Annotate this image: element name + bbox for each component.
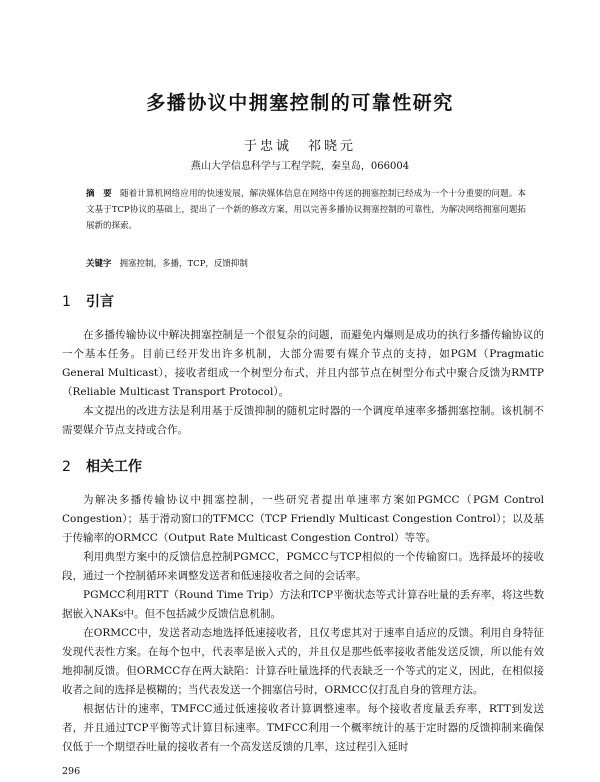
paragraph: 为解决多播传输协议中拥塞控制，一些研究者提出单速率方案如PGMCC（PGM Control Congestion）；基于滑动窗口的TFMCC（TCP Friendly Multicast Congestion Control）；以及基于传输率的ORMCC（Output Rate Multicast Congestion Control）等等。: [62, 494, 544, 544]
section-heading: [62, 291, 114, 311]
keywords: [86, 257, 526, 269]
section-title: 相关工作: [86, 459, 142, 475]
paper-affiliation: 燕山大学信息科学与工程学院，秦皇岛，066004: [190, 161, 410, 172]
paragraph: 利用典型方案中的反馈信息控制PGMCC，PGMCC与TCP相似的一个传输窗口。选择最坏的接收段，通过一个控制循环来调整发送者和低速接收者之间的会话率。: [62, 551, 544, 582]
abstract-label: 摘 要: [86, 189, 112, 199]
paper-authors: 于忠诚 祁晓元: [243, 139, 356, 154]
section-heading: [62, 456, 142, 476]
paragraph: 根据估计的速率，TMFCC通过低速接收者计算调整速率。每个接收者度量丢弃率，RTT到发送者，并且通过TCP平衡等式计算目标速率。TMFCC利用一个概率统计的基于定时器的反馈抑制来确保仅低于一个期望吞吐量的接收者有一个高发送反馈的几率，这过程引入延时: [62, 703, 544, 753]
keywords-label: 关键字: [86, 259, 112, 269]
paragraph: 在多播传输协议中解决拥塞控制是一个很复杂的问题，而避免内爆则是成功的执行多播传输协议的一个基本任务。目前已经开发出许多机制，大部分需要有媒介节点的支持，如PGM（Pragmatic General Multicast），接收者组成一个树型分布式，并且内部节点在树型分布式中聚合反馈为RMTP（Reliable Multicast Transport Protocol）。: [62, 329, 544, 398]
section-title: 引言: [86, 294, 114, 310]
section-number: 1: [62, 294, 71, 310]
abstract: [86, 186, 526, 234]
paragraph: 本文提出的改进方法是利用基于反馈抑制的随机定时器的一个调度单速率多播拥塞控制。该机制不需要媒介节点支持或合作。: [62, 405, 544, 436]
paragraph: 在ORMCC中，发送者动态地选择低速接收者，且仅考虑其对于速率自适应的反馈。利用自身特征发现代表性方案。在每个包中，代表率是嵌入式的，并且仅是那些低率接收者能发送反馈，所以能有效地抑制反馈。但ORMCC存在两大缺陷：计算吞吐量选择的代表缺乏一个等式的定义，因此，在相似接收者之间的选择是模糊的；当代表发送一个拥塞信号时，ORMCC仅打乱自身的管理方法。: [62, 627, 544, 696]
paragraph: PGMCC利用RTT（Round Time Trip）方法和TCP平衡状态等式计算吞吐量的丢弃率，将这些数据嵌入NAKs中。但不包括减少反馈信息机制。: [62, 589, 544, 620]
paper-title: 多播协议中拥塞控制的可靠性研究: [146, 92, 454, 114]
abstract-text: 随着计算机网络应用的快速发展，解决媒体信息在网络中传送的拥塞控制已经成为一个十分重要的问题。本文基于TCP协议的基础上，提出了一个新的修改方案，用以完善多播协议拥塞控制的可靠性，为解决网络拥塞问题拓展新的探索。: [86, 189, 526, 231]
page-number: 296: [62, 766, 81, 777]
section-number: 2: [62, 459, 71, 475]
keywords-text: 拥塞控制，多播，TCP，反馈抑制: [119, 259, 248, 269]
